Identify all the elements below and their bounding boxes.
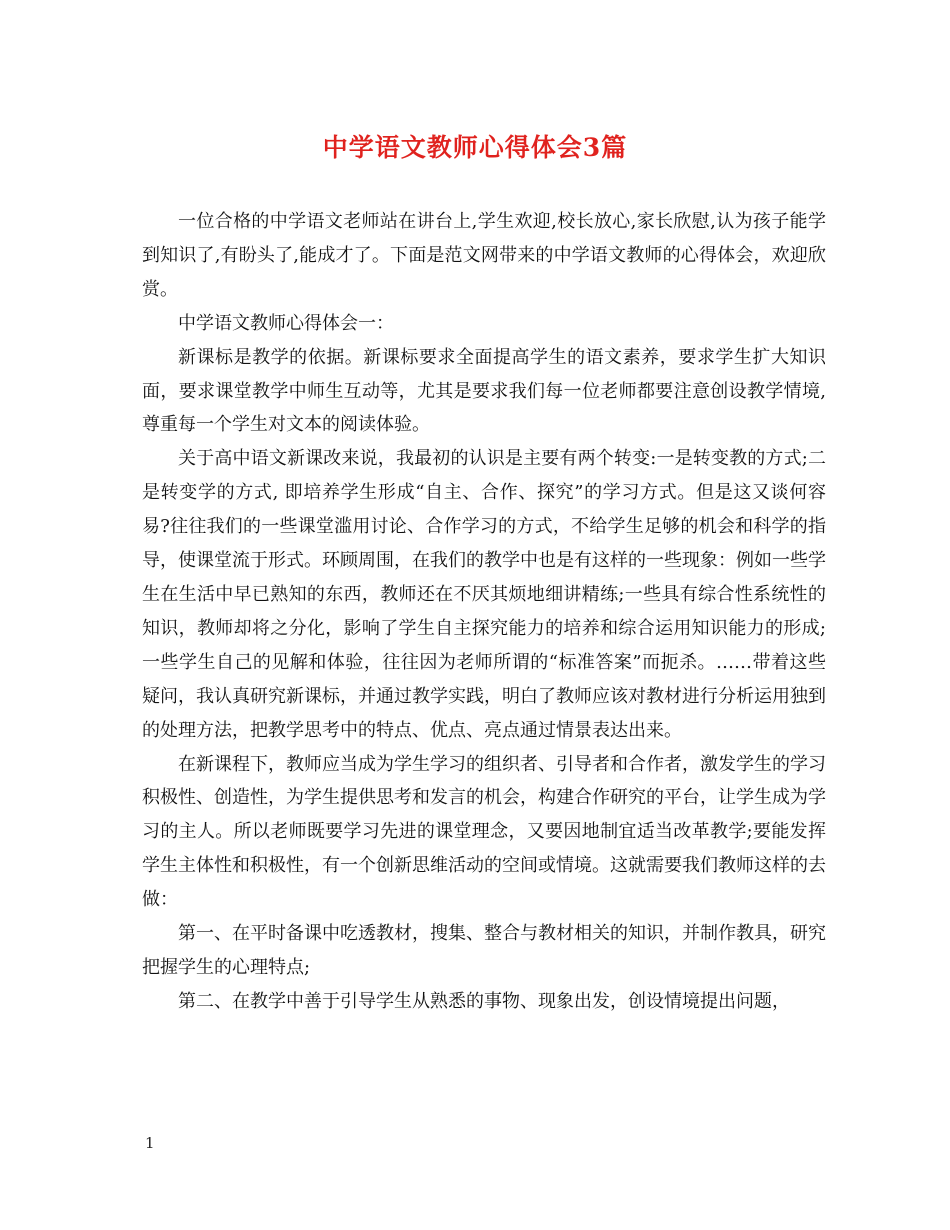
page-number: 1 bbox=[145, 1134, 155, 1152]
paragraph: 在新课程下，教师应当成为学生学习的组织者、引导者和合作者，激发学生的学习积极性、创造性，为学生提供思考和发言的机会，构建合作研究的平台，让学生成为学习的主人。所以老师既要学习先进的课堂理念，又要因地制宜适当改革教学;要能发挥学生主体性和积极性，有一个创新思维活动的空间或情境。这就需要我们教师这样的去做： bbox=[142, 753, 826, 911]
document-title: 中学语文教师心得体会3篇 bbox=[322, 133, 628, 162]
paragraph: 关于高中语文新课改来说，我最初的认识是主要有两个转变:一是转变教的方式;二是转变学的方式, 即培养学生形成“自主、合作、探究”的学习方式。但是这又谈何容易?往往我们的一些课堂滥用讨论、合作学习的方式，不给学生足够的机会和科学的指导，使课堂流于形式。环顾周围，在我们的教学中也是有这样的一些现象：例如一些学生在生活中早已熟知的东西，教师还在不厌其烦地细讲精练;一些具有综合性系统性的知识，教师却将之分化，影响了学生自主探究能力的培养和综合运用知识能力的形成;一些学生自己的见解和体验，往往因为老师所谓的“标准答案”而扼杀。……带着这些疑问，我认真研究新课标，并通过教学实践，明白了教师应该对教材进行分析运用独到的处理方法，把教学思考中的特点、优点、亮点通过情景表达出来。 bbox=[142, 448, 826, 741]
paragraph: 第一、在平时备课中吃透教材，搜集、整合与教材相关的知识，并制作教具，研究把握学生的心理特点; bbox=[142, 923, 826, 978]
paragraph-intro: 一位合格的中学语文老师站在讲台上,学生欢迎,校长放心,家长欣慰,认为孩子能学到知识了,有盼头了,能成才了。下面是范文网带来的中学语文教师的心得体会，欢迎欣赏。 bbox=[142, 211, 826, 300]
document-body bbox=[142, 205, 826, 1019]
section-heading: 中学语文教师心得体会一： bbox=[178, 312, 394, 334]
paragraph: 第二、在教学中善于引导学生从熟悉的事物、现象出发，创设情境提出问题， bbox=[178, 990, 790, 1012]
paragraph: 新课标是教学的依据。新课标要求全面提高学生的语文素养，要求学生扩大知识面，要求课堂教学中师生互动等，尤其是要求我们每一位老师都要注意创设教学情境,尊重每一个学生对文本的阅读体验。 bbox=[142, 346, 826, 436]
